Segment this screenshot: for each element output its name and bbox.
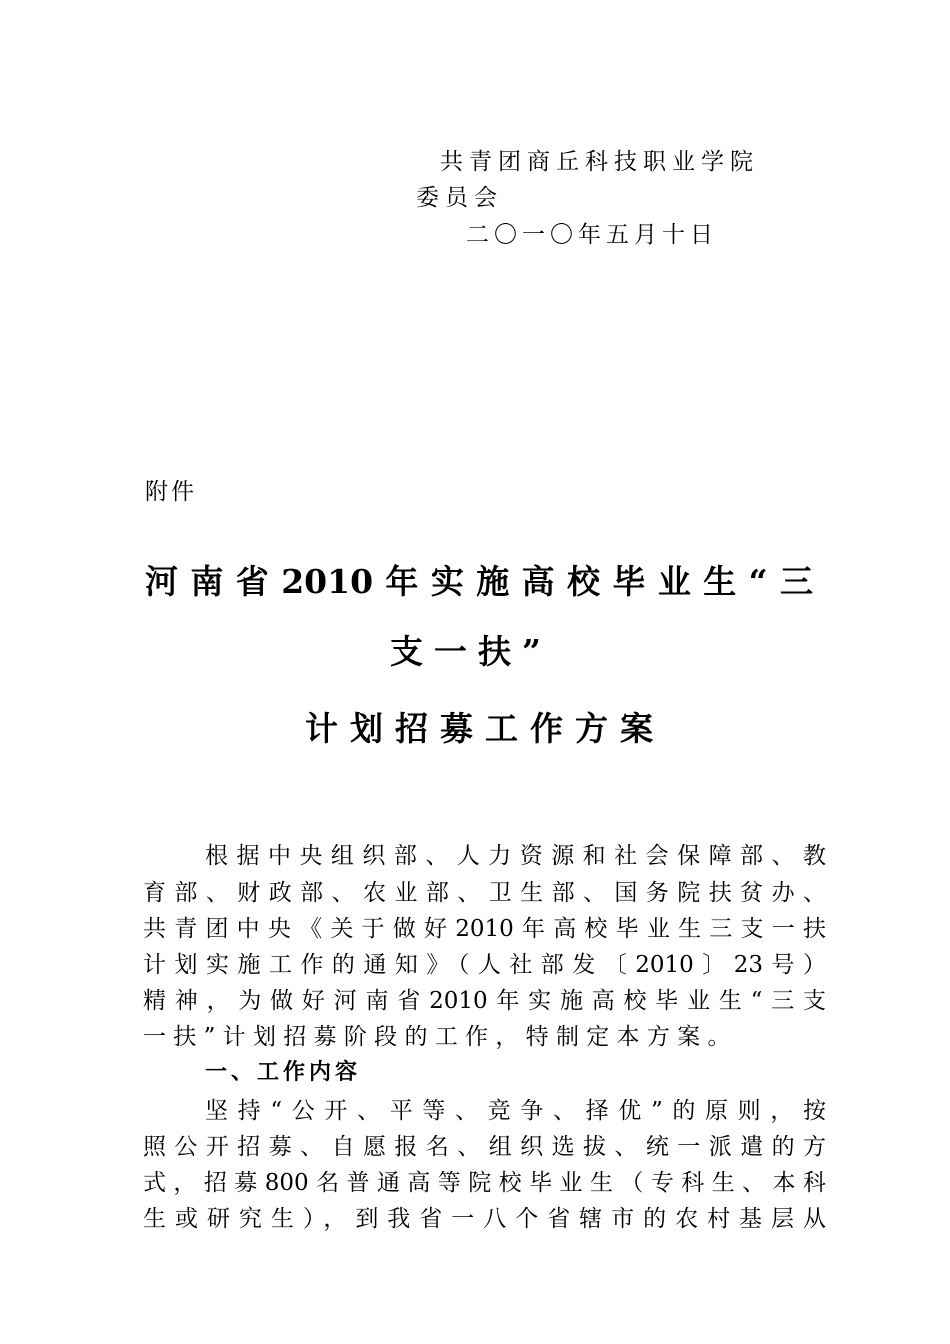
document-title-line1: 河南省2010年实施高校毕业生“三 xyxy=(145,562,813,601)
paragraph-line: 育部、财政部、农业部、卫生部、国务院扶贫办、 xyxy=(143,880,826,906)
paragraph-line: 式，招募800名普通高等院校毕业生（专科生、本科 xyxy=(143,1170,826,1196)
signature-date: 二〇一〇年五月十日 xyxy=(466,222,718,248)
document-title-line3: 计划招募工作方案 xyxy=(305,709,665,748)
paragraph-line: 精神，为做好河南省2010年实施高校毕业生“三支 xyxy=(143,988,826,1014)
signature-org-line1: 共青团商丘科技职业学院 xyxy=(440,149,759,175)
section-heading: 一、工作内容 xyxy=(205,1060,362,1085)
paragraph-line: 根据中央组织部、人力资源和社会保障部、教 xyxy=(205,843,826,869)
paragraph-line: 生或研究生），到我省一八个省辖市的农村基层从 xyxy=(143,1206,826,1232)
signature-org-line2: 委员会 xyxy=(416,185,503,211)
attachment-label: 附件 xyxy=(145,479,197,505)
paragraph-line: 坚持“公开、平等、竞争、择优”的原则，按 xyxy=(205,1098,826,1124)
document-title-line2: 支一扶” xyxy=(390,632,552,671)
paragraph-line: 一扶”计划招募阶段的工作，特制定本方案。 xyxy=(143,1024,738,1050)
paragraph-line: 计划实施工作的通知》（人社部发〔2010〕23号） xyxy=(143,952,826,978)
paragraph-line: 照公开招募、自愿报名、组织选拔、统一派遣的方 xyxy=(143,1134,826,1160)
paragraph-line: 共青团中央《关于做好2010年高校毕业生三支一扶 xyxy=(143,916,826,942)
